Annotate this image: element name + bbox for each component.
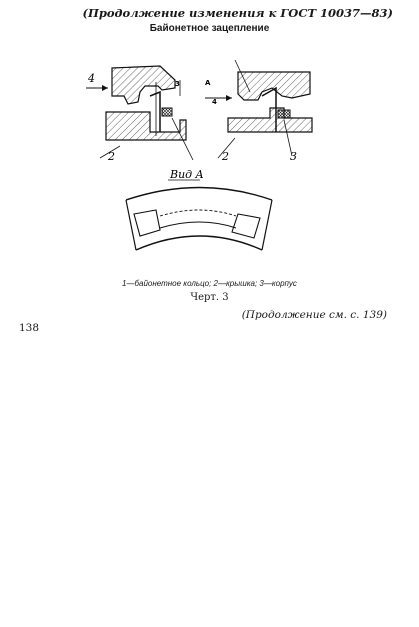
figure-number: Черт. 3	[190, 292, 229, 303]
right-body-part	[228, 108, 312, 132]
right-label-arrow: A	[205, 79, 211, 87]
right-seal	[278, 110, 290, 118]
left-ring	[150, 92, 160, 132]
ring-left-edge	[126, 200, 136, 250]
left-label-part: 2	[108, 150, 115, 163]
left-cover-part	[112, 66, 175, 104]
page-header: (Продолжение изменения к ГОСТ 10037—83)	[82, 6, 393, 20]
figure-caption: 1—байонетное кольцо; 2—крышка; 3—корпус	[122, 279, 297, 288]
ring-left-tab	[134, 210, 160, 236]
right-label-part-3: 3	[290, 150, 297, 163]
left-label-arrow: 4	[88, 72, 95, 85]
ring-right-edge	[262, 200, 272, 250]
left-label-clearance: 3	[175, 80, 180, 88]
view-a-label: Вид A	[170, 168, 204, 181]
left-arrow-head	[102, 85, 108, 91]
continued-note: (Продолжение см. с. 139)	[241, 309, 387, 321]
right-label-clearance: 4	[212, 98, 217, 106]
technical-drawing	[0, 0, 419, 280]
left-seal	[162, 108, 172, 116]
ring-slot-bottom	[160, 222, 236, 228]
view-a-ring-drawing	[126, 188, 272, 251]
ring-inner-arc	[136, 236, 262, 250]
section-title: Байонетное зацепление	[149, 23, 270, 34]
right-arrow-head	[226, 95, 232, 101]
right-cover-part	[238, 72, 310, 100]
right-section-view	[205, 60, 312, 163]
right-label-part-2: 2	[222, 150, 229, 163]
left-section-view	[86, 66, 193, 163]
ring-outer-arc	[126, 188, 272, 201]
left-body-part	[106, 112, 186, 140]
ring-slot-dashed	[160, 210, 236, 216]
ring-right-tab	[232, 214, 260, 238]
page-number: 138	[19, 322, 40, 334]
